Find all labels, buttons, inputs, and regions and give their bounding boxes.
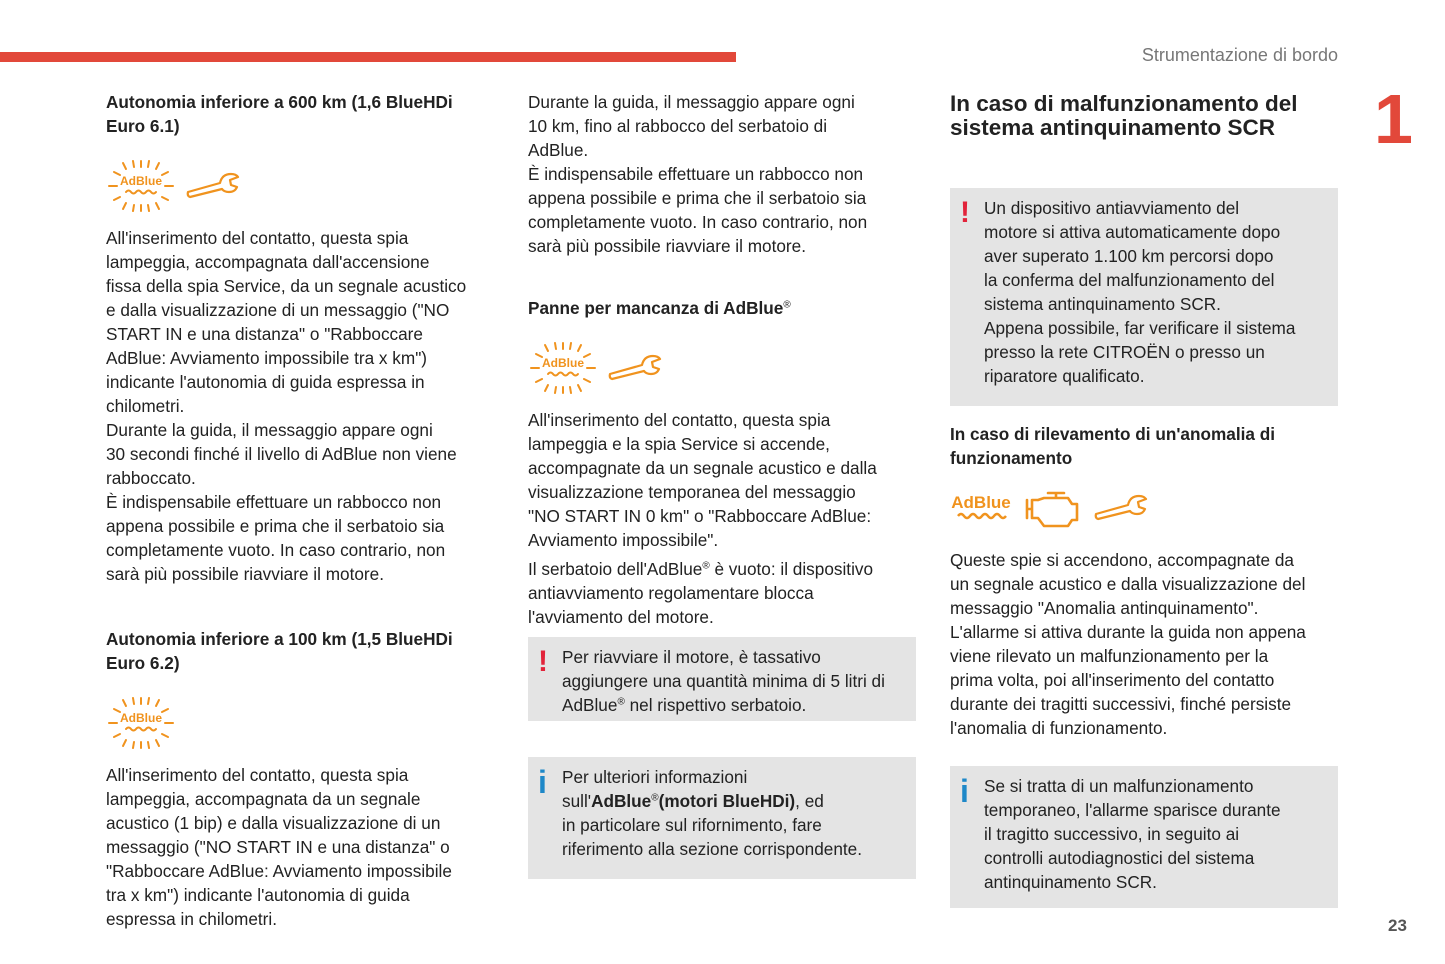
column-middle (528, 90, 916, 879)
warning-note-scr: ! Un dispositivo antiavviamento del motore si attiva automaticamente dopo aver superato 1.100 km percorsi dopo la conferma del malfunzionamento del sistema antinquinamento SCR. Appena possibile, far verificare il sistema presso la rete CITROËN o presso un riparatore qualificato. (950, 188, 1338, 406)
header-accent-bar (0, 52, 736, 62)
column-right (950, 90, 1338, 908)
svg-text:AdBlue: AdBlue (542, 356, 584, 370)
adblue-icon (950, 491, 1012, 525)
warning-icons-panne (528, 342, 916, 394)
wrench-icon (1094, 493, 1150, 523)
chapter-number: 1 (1374, 80, 1413, 158)
info-icon: i (538, 764, 547, 800)
adblue-warning-icon (106, 160, 176, 212)
paragraph-600km: All'inserimento del contatto, questa spia lampeggia, accompagnata dall'accensione fissa della spia Service, da un segnale acustico e dalla visualizzazione di un messaggio ("NO START IN e una distanza" o "Rabboccare AdBlue: Avviamento impossibile tra x km") indicante l'autonomia di guida espressa in chilometri. Durante la guida, il messaggio appare ogni 30 secondi finché il livello di AdBlue non viene rabboccato. È indispensabile effettuare un rabbocco non appena possibile e prima che il serbatoio sia completamente vuoto. In caso contrario, non sarà più possibile riavviare il motore. (106, 228, 467, 584)
section-heading-panne: Panne per mancanza di AdBlue® (528, 298, 791, 318)
section-title-scr: In caso di malfunzionamento del sistema antinquinamento SCR (950, 91, 1298, 140)
paragraph-anomalia: Queste spie si accendono, accompagnate da un segnale acustico e dalla visualizzazione del messaggio "Anomalia antinquinamento". L'allarme si attiva durante la guida non appena viene rilevato un malfunzionamento per la prima volta, poi all'inserimento del contatto durante dei tragitti successivi, finché persiste l'anomalia di funzionamento. (950, 550, 1306, 738)
engine-icon (1024, 486, 1082, 530)
info-note-temporary: i Se si tratta di un malfunzionamento temporaneo, l'allarme sparisce durante il tragitto successivo, in seguito ai controlli autodiagnostici del sistema antinquinamento SCR. (950, 766, 1338, 908)
info-icon: i (960, 773, 969, 809)
wrench-icon (186, 171, 242, 201)
svg-text:AdBlue: AdBlue (951, 493, 1011, 512)
adblue-warning-icon (528, 342, 598, 394)
paragraph-panne: All'inserimento del contatto, questa spia lampeggia e la spia Service si accende, accompagnate da un segnale acustico e dalla visualizzazione temporanea del messaggio "NO START IN 0 km" o "Rabboccare AdBlue: Avviamento impossibile". (528, 410, 877, 550)
warning-exclamation-icon: ! (960, 196, 970, 229)
page-number: 23 (1388, 916, 1407, 935)
svg-text:AdBlue: AdBlue (120, 174, 162, 188)
svg-text:AdBlue: AdBlue (120, 711, 162, 725)
warning-icons-100km (106, 697, 498, 749)
warning-note-refill: ! Per riavviare il motore, è tassativo aggiungere una quantità minima di 5 litri di AdBlue® nel rispettivo serbatoio. (528, 637, 916, 721)
paragraph-tank-empty: Il serbatoio dell'AdBlue® è vuoto: il dispositivo antiavviamento regolamentare blocca l'avviamento del motore. (528, 559, 874, 627)
paragraph-100km: All'inserimento del contatto, questa spia lampeggia, accompagnata da un segnale acustico (1 bip) e dalla visualizzazione di un messaggio ("NO START IN e una distanza" o "Rabboccare AdBlue: Avviamento impossibile tra x km") indicante l'autonomia di guida espressa in chilometri. (106, 765, 452, 929)
warning-icons-600km (106, 160, 498, 212)
info-note-adblue: i Per ulteriori informazioni sull'AdBlue®(motori BlueHDi), ed in particolare sul rifornimento, fare riferimento alla sezione corrispondente. (528, 757, 916, 879)
running-head: Strumentazione di bordo (1141, 45, 1338, 65)
section-heading-100km: Autonomia inferiore a 100 km (1,5 BlueHDi Euro 6.2) (106, 629, 453, 673)
warning-icons-anomalia (950, 482, 1338, 534)
column-left (106, 90, 498, 931)
paragraph-10km: Durante la guida, il messaggio appare ogni 10 km, fino al rabbocco del serbatoio di AdBlue. È indispensabile effettuare un rabbocco non appena possibile e prima che il serbatoio sia completamente vuoto. In caso contrario, non sarà più possibile riavviare il motore. (528, 92, 868, 256)
section-heading-anomalia: In caso di rilevamento di un'anomalia di funzionamento (950, 424, 1275, 468)
adblue-warning-icon (106, 697, 176, 749)
warning-exclamation-icon: ! (538, 645, 548, 678)
section-heading-600km: Autonomia inferiore a 600 km (1,6 BlueHDi Euro 6.1) (106, 92, 453, 136)
wrench-icon (608, 353, 664, 383)
